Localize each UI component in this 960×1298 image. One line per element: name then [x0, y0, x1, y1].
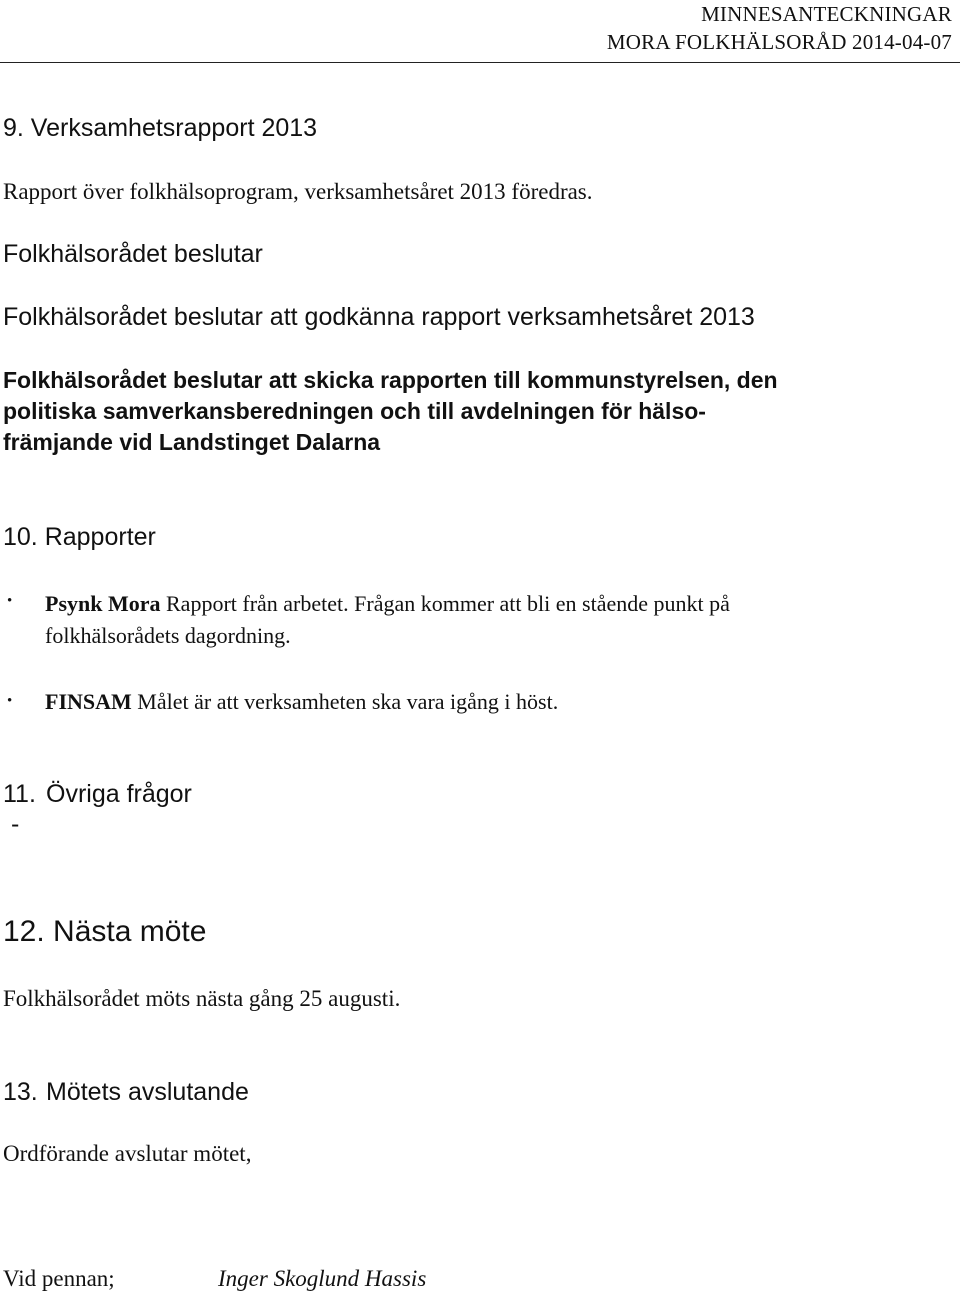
section-11-heading: [3, 780, 192, 809]
list-item-finsam: [45, 686, 925, 718]
bullet-icon: •: [7, 593, 13, 609]
section-13-heading: [3, 1078, 249, 1107]
section-12-heading: 12. Nästa möte: [3, 915, 207, 948]
section-9-heading: 9. Verksamhetsrapport 2013: [3, 114, 318, 142]
decision-2-line-1: Folkhälsorådet beslutar att skicka rapporten till kommunstyrelsen, den: [3, 367, 778, 393]
section-9-decision-2: [3, 365, 778, 458]
header-title: MINNESANTECKNINGAR: [701, 2, 952, 26]
section-9-decision-1: Folkhälsorådet beslutar att godkänna rapport verksamhetsåret 2013: [3, 303, 755, 331]
bullet-icon: •: [7, 693, 13, 709]
decision-2-line-3: främjande vid Landstinget Dalarna: [3, 429, 381, 455]
section-13-number: 13.: [3, 1078, 38, 1106]
signature: Inger Skoglund Hassis: [218, 1266, 427, 1291]
section-9-subheading: Folkhälsorådet beslutar: [3, 240, 263, 268]
decision-2-line-2: politiska samverkansberedningen och till avdelningen för hälso-: [3, 398, 706, 424]
section-11-content: -: [11, 810, 20, 838]
section-13-title: Mötets avslutande: [46, 1078, 249, 1106]
list-item-text: Rapport från arbetet. Frågan kommer att bli en stående punkt på: [160, 591, 730, 616]
list-item-bold-label: FINSAM: [45, 689, 132, 714]
header-divider: [0, 62, 960, 63]
section-11-number: 11.: [3, 780, 36, 808]
header-subtitle: MORA FOLKHÄLSORÅD 2014-04-07: [606, 30, 952, 54]
list-item-text: Målet är att verksamheten ska vara igång i höst.: [131, 689, 559, 714]
footer-label: Vid pennan;: [3, 1266, 115, 1291]
list-item-text-continued: folkhälsorådets dagordning.: [45, 623, 291, 648]
section-9-intro: Rapport över folkhälsoprogram, verksamhetsåret 2013 föredras.: [3, 179, 593, 204]
section-12-text: Folkhälsorådet möts nästa gång 25 augusti.: [3, 986, 401, 1011]
section-10-heading: 10. Rapporter: [3, 523, 156, 551]
list-item-bold-label: Psynk Mora: [45, 591, 161, 616]
section-11-title: Övriga frågor: [46, 780, 192, 808]
list-item-psynk-mora: [45, 588, 925, 652]
document-header: [607, 0, 952, 56]
section-13-text: Ordförande avslutar mötet,: [3, 1141, 252, 1166]
